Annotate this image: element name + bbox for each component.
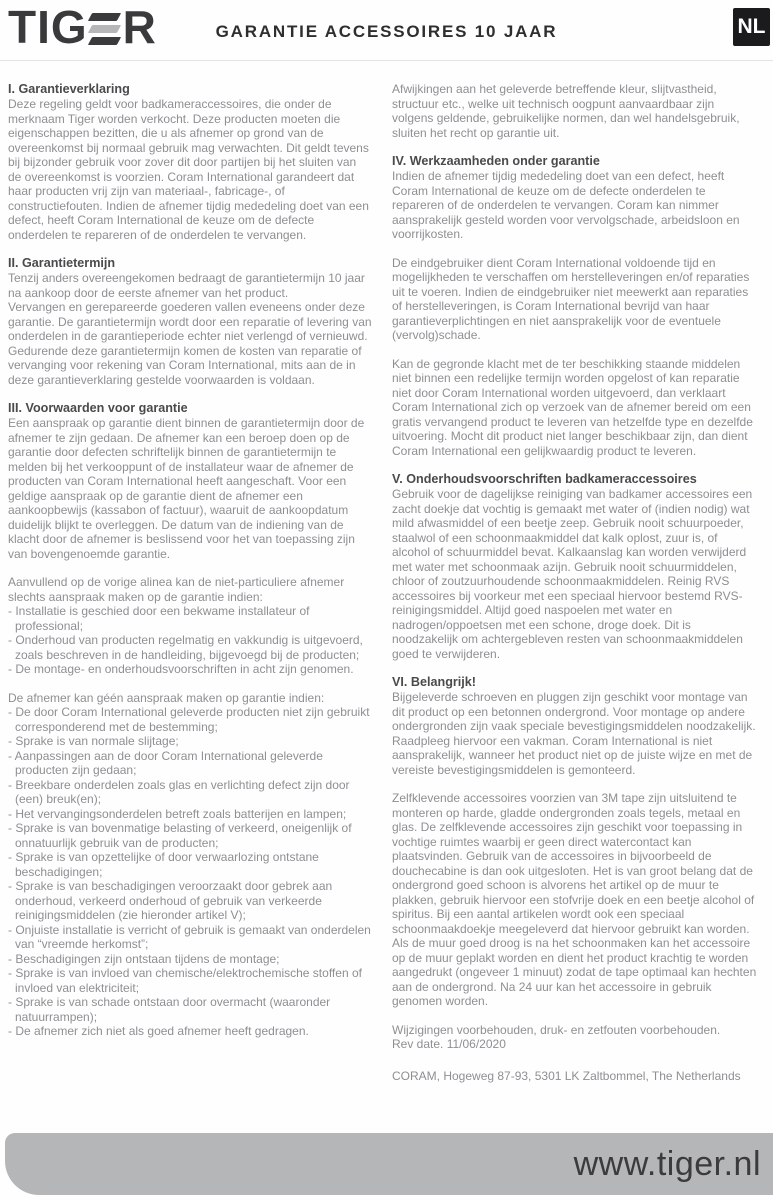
section-3-heading: III. Voorwaarden voor garantie [8, 401, 188, 415]
section-6-paragraph: Bijgeleverde schroeven en pluggen zijn geschikt voor montage van dit product op een betonnen ondergrond. Voor montage op andere ondergronden zijn vaak speciale bevestigingsmiddelen noodzakelijk. Raadpleeg hiervoor een vakman. Coram International is niet aansprakelijk, wanneer het product niet op de juiste wijze en met de vereiste bevestigingsmiddelen is gemonteerd. [392, 690, 756, 777]
logo-text-tig: TIG [8, 1, 88, 53]
list-item: - Sprake is van invloed van chemische/elektrochemische stoffen of invloed van elektriciteit; [8, 966, 362, 995]
footer-bar [5, 1133, 773, 1195]
list-item: - De afnemer zich niet als goed afnemer heeft gedragen. [8, 1024, 309, 1038]
list-item: - De door Coram International geleverde producten niet zijn gebruikt corresponderend met de bestemming; [8, 705, 370, 734]
section-4-heading: IV. Werkzaamheden onder garantie [392, 154, 600, 168]
list-item: - Het vervangingsonderdelen betreft zoals batterijen en lampen; [8, 806, 347, 821]
logo-e-bar-top [88, 13, 121, 21]
section-3-list-intro: De afnemer kan géén aanspraak maken op garantie indien: [8, 690, 325, 705]
list-item: - Sprake is van schade ontstaan door overmacht (waaronder natuurrampen); [8, 995, 331, 1024]
section-2-heading: II. Garantietermijn [8, 256, 116, 270]
list-item: - Sprake is van beschadigingen veroorzaakt door gebrek aan onderhoud, verkeerd onderhoud of gebruik van verkeerde reinigingsmiddelen (zie hieronder artikel V); [8, 879, 333, 922]
section-3-body: Een aanspraak op garantie dient binnen de garantietermijn door de afnemer te zijn gedaan. De afnemer kan een beroep doen op de garantie door defecten schriftelijk binnen de garantietermijn te melden bij het verkooppunt of de installateur waar de afnemer de producten van Coram International heeft aangeschaft. Voor een geldige aanspraak op de garantie dient de afnemer een aankoopbewijs (kassabon of factuur), waaruit de aankoopdatum duidelijk blijkt te overleggen. De datum van de indiening van de klacht door de afnemer is beslissend voor het van toepassing zijn van bovengenoemde garantie. [8, 416, 365, 561]
header-divider [0, 60, 773, 61]
company-address: CORAM, Hogeweg 87-93, 5301 LK Zaltbommel, The Netherlands [392, 1068, 741, 1083]
section-6-heading: VI. Belangrijk! [392, 675, 476, 689]
list-item: - Installatie is geschied door een bekwame installateur of professional; [8, 604, 310, 633]
website-url: www.tiger.nl [573, 1144, 761, 1183]
section-6-paragraph: Zelfklevende accessoires voorzien van 3M tape zijn uitsluitend te monteren op harde, gladde ondergronden zoals tegels, metaal en glas. De zelfklevende accessoires zijn geschikt voor toepassing in vochtige ruimtes waarbij er geen direct watercontact kan plaatsvinden. Gebruik van de accessoires in bijvoorbeeld de douchecabine is dan ook uitgesloten. Het is van groot belang dat de ondergrond goed schoon is alvorens het artikel op de muur te plakken, gebruik hiervoor een stofvrije doek en een beetje alcohol of spiritus. Bij een aantal artikelen wordt ook een speciaal schoonmaakdoekje meegeleverd dat hiervoor gebruikt kan worden. Als de muur goed droog is na het schoonmaken kan het accessoire op de muur geplakt worden en dient het product krachtig te worden aangedrukt (ongeveer 1 minuut) zodat de tape optimaal kan hechten aan de ondergrond. Na 24 uur kan het accessoire in gebruik genomen worden. [392, 791, 757, 1008]
list-item: - Aanpassingen aan de door Coram International geleverde producten zijn gedaan; [8, 748, 323, 777]
section-2-paragraph: Tenzij anders overeengekomen bedraagt de garantietermijn 10 jaar na aankoop door de eerste afnemer van het product. [8, 271, 365, 300]
list-item: - De montage- en onderhoudsvoorschriften in acht zijn genomen. [8, 662, 354, 676]
list-item: - Beschadigingen zijn ontstaan tijdens de montage; [8, 951, 280, 966]
section-5-body: Gebruik voor de dagelijkse reiniging van badkamer accessoires een zacht doekje dat vochtig is gemaakt met water of (indien nodig) wat mild afwasmiddel of een beetje zeep. Gebruik nooit schuurpoeder, staalwol of een schoonmaakmiddel dat kalk oplost, zuur is, of alcohol of schuurmiddel bevat. Kalkaanslag kan worden verwijderd met water met schoonmaak azijn. Gebruik nooit schuurmiddelen, chloor of zoutzuurhoudende schoonmaakmiddelen. Reinig RVS accessoires bij voorkeur met een speciaal hiervoor bestemd RVS-reinigingsmiddel. Altijd goed naspoelen met water en nadrogen/oppoetsen met een schone, droge doek. Dit is noodzakelijk om achtergebleven resten van schoonmaakmiddelen goed te verwijderen. [392, 487, 753, 661]
spacer [8, 677, 372, 691]
section-1-heading: I. Garantieverklaring [8, 82, 130, 96]
logo-text-r: R [122, 1, 157, 53]
changes-note: Wijzigingen voorbehouden, druk- en zetfouten voorbehouden. [392, 1022, 721, 1037]
section-5-heading: V. Onderhoudsvoorschriften badkameraccessoires [392, 472, 697, 486]
list-item: - Onderhoud van producten regelmatig en vakkundig is uitgevoerd, zoals beschreven in de handleiding, bijgevoegd bij de producten; [8, 633, 363, 662]
section-3-list-intro: Aanvullend op de vorige alinea kan de niet-particuliere afnemer slechts aanspraak maken op de garantie indien: [8, 575, 345, 604]
page-title: GARANTIE ACCESSOIRES 10 JAAR [215, 22, 558, 41]
language-badge: NL [733, 8, 770, 46]
list-item: - Sprake is van normale slijtage; [8, 734, 179, 748]
list-item: - Sprake is van opzettelijke of door verwaarlozing ontstane beschadigingen; [8, 850, 319, 879]
revision-notes [392, 1023, 758, 1052]
section-1-body: Deze regeling geldt voor badkameraccessoires, die onder de merknaam Tiger worden verkocht. Deze producten moeten die eigenschappen bezitten, die u als afnemer op grond van de overeenkomst bij normaal gebruik mag verwachten. Dit geldt tevens bij bijzonder gebruik voor zover dit door partijen bij het sluiten van de overeenkomst is voorzien. Coram International garandeert dat haar producten vrij zijn van materiaal-, fabricage-, of constructiefouten. Indien de afnemer tijdig mededeling doet van een defect, heeft Coram International de keuze om de defecte onderdelen te repareren of de onderdelen te vervangen. [8, 97, 369, 242]
spacer [8, 387, 372, 401]
list-item: - Breekbare onderdelen zoals glas en verlichting defect zijn door (een) breuk(en); [8, 777, 350, 806]
section-2-paragraph: Gedurende deze garantietermijn komen de kosten van reparatie of vervanging voor rekening van Coram International, mits aan de in deze garantieverklaring gestelde voorwaarden is voldaan. [8, 343, 362, 387]
left-column [8, 82, 372, 1039]
list-item: - Sprake is van bovenmatige belasting of verkeerd, oneigenlijk of onnatuurlijk gebruik van de producten; [8, 821, 352, 850]
section-4-paragraph: De eindgebruiker dient Coram International voldoende tijd en mogelijkheden te verschaffen om herstelleveringen en/of reparaties uit te voeren. Indien de eindgebruiker niet meewerkt aan reparaties of herstelleveringen, is Coram International bevrijd van haar garantieverplichtingen en niet aansprakelijk voor de eventuele (vervolg)schade. [392, 255, 750, 342]
revision-date: Rev date. 11/06/2020 [392, 1037, 506, 1051]
paragraph-deviations: Afwijkingen aan het geleverde betreffende kleur, slijtvastheid, structuur etc., welke uit technisch oogpunt aanvaardbaar zijn volgens geldende, gebruikelijke normen, dan wel handelsgebruik, sluiten het recht op garantie uit. [392, 82, 740, 140]
right-column [392, 82, 758, 1083]
list-item: - Onjuiste installatie is verricht of gebruik is gemaakt van onderdelen van “vreemde herkomst”; [8, 922, 371, 951]
section-4-paragraph: Kan de gegronde klacht met de ter beschikking staande middelen niet binnen een redelijke termijn worden opgelost of kan reparatie niet door Coram International worden uitgevoerd, dan verklaart Coram International zich op verzoek van de afnemer bereid om een gratis vervangend product te leveren van hetzelfde type en dezelfde uitvoering. Mocht dit product niet langer beschikbaar zijn, dan dient Coram International een gelijkwaardig product te leveren. [392, 356, 753, 458]
section-2-paragraph: Vervangen en gerepareerde goederen vallen eveneens onder deze garantie. De garantietermijn wordt door een reparatie of levering van onderdelen in de garantieperiode echter niet verlengd of vernieuwd. [8, 300, 372, 343]
section-4-paragraph: Indien de afnemer tijdig mededeling doet van een defect, heeft Coram International de keuze om de defecte onderdelen te repareren of de onderdelen te vervangen. Coram kan nimmer aansprakelijk gesteld worden voor vervolgschade, arbeidsloon en voorrijkosten. [392, 169, 740, 241]
